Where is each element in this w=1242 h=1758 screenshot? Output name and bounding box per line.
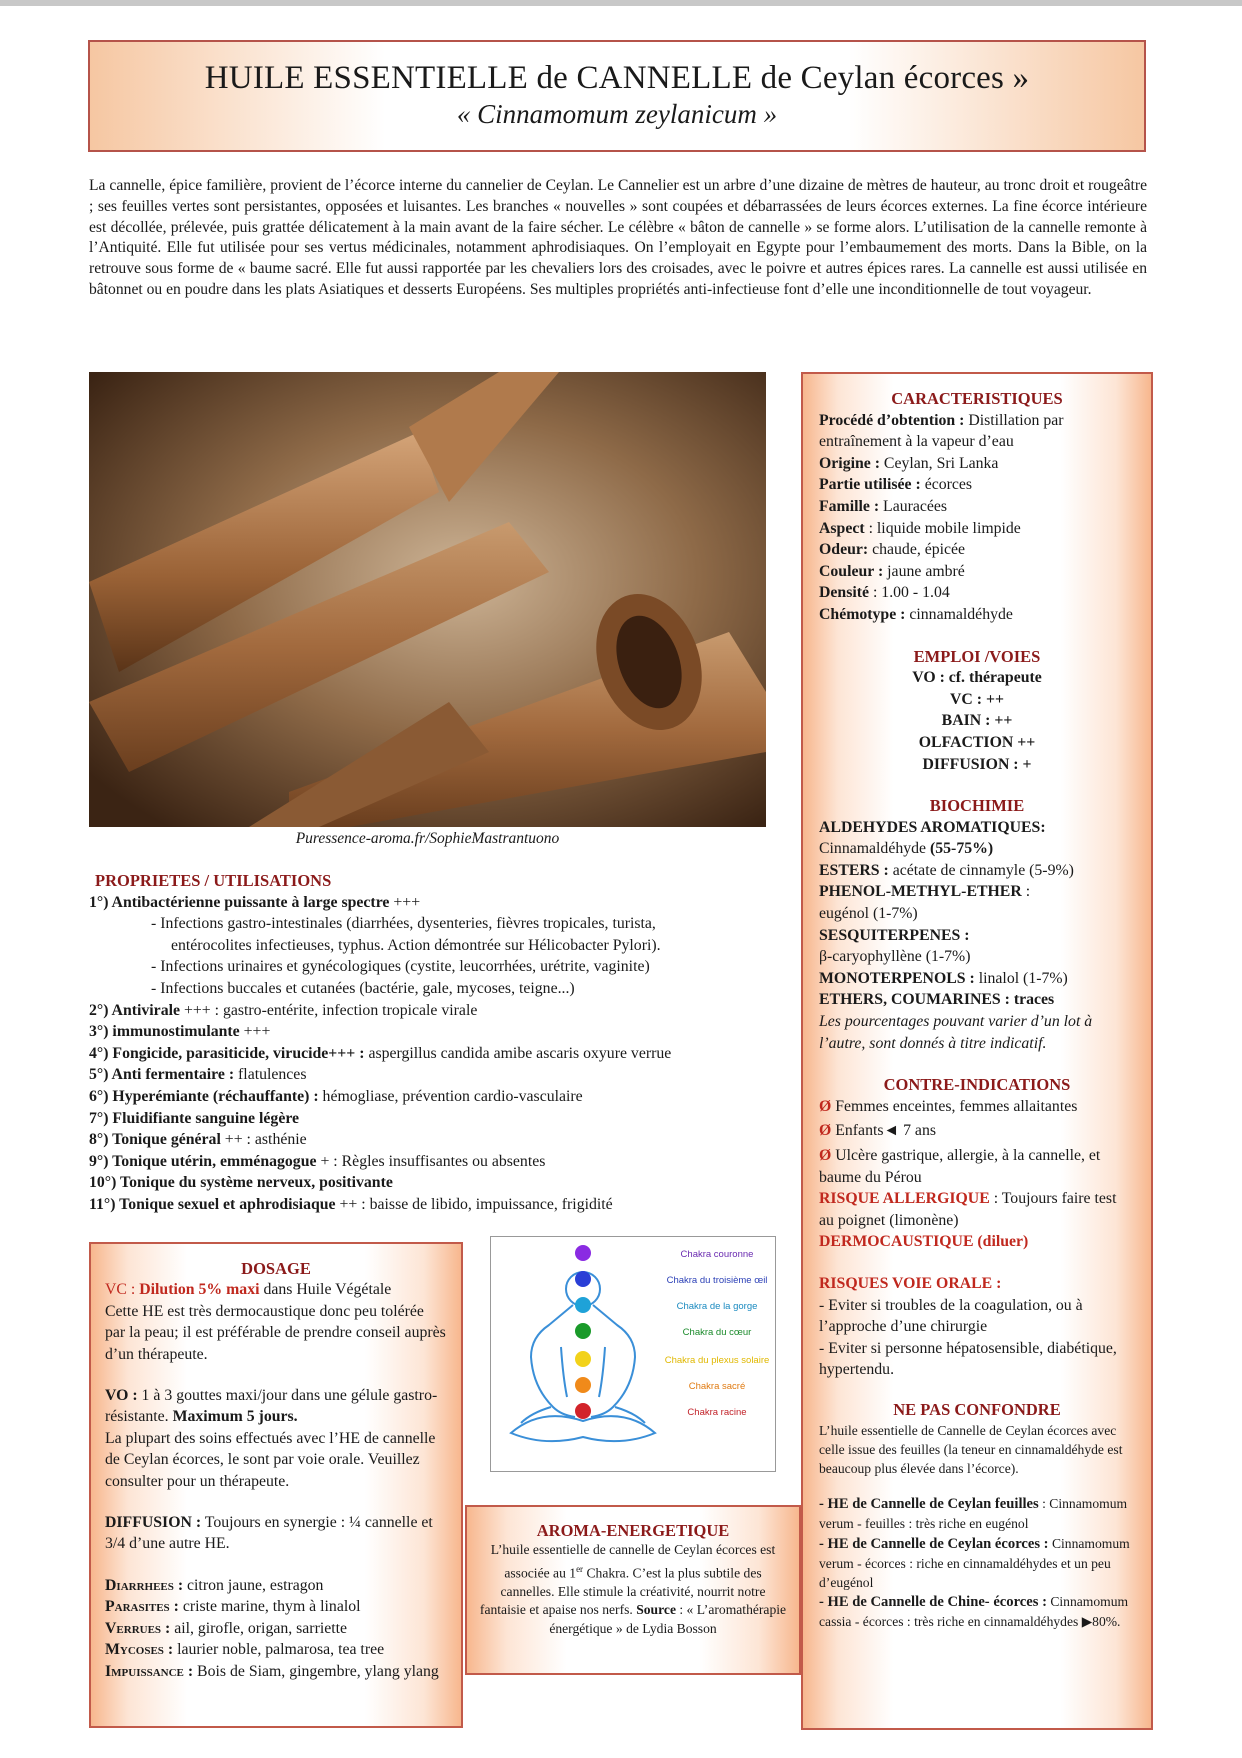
chakra-dot	[575, 1245, 591, 1261]
aroma-heading: AROMA-ENERGETIQUE	[536, 1521, 730, 1540]
confondre-item: - HE de Cannelle de Chine- écorces : Cinnamomum cassia - écorces : très riche en cinnamaldéhydes ▶80%.	[819, 1594, 1129, 1630]
chakra-label: Chakra du troisième œil	[666, 1275, 768, 1286]
dosage-diffusion: DIFFUSION : Toujours en synergie : ¼ cannelle et 3/4 d’une autre HE.	[105, 1514, 433, 1553]
carac-row: Partie utilisée : écorces	[819, 476, 973, 494]
chakra-dot	[575, 1271, 591, 1287]
dermocaustique: DERMOCAUSTIQUE (diluer)	[819, 1233, 1029, 1251]
propriete-8: 8°) Tonique général ++ : asthénie	[89, 1131, 307, 1149]
aroma-energetique-panel	[465, 1505, 801, 1675]
carac-row: Chémotype : cinnamaldéhyde	[819, 605, 1013, 623]
contre-item: Ø Femmes enceintes, femmes allaitantes	[819, 1097, 1078, 1115]
bio-aldehydes-label: ALDEHYDES AROMATIQUES:	[819, 818, 1046, 836]
emploi-line: VC : ++	[950, 690, 1004, 708]
propriete-5: 5°) Anti fermentaire : flatulences	[89, 1066, 307, 1084]
dosage-vo: VO : 1 à 3 gouttes maxi/jour dans une gélule gastro-résistante. Maximum 5 jours.	[105, 1387, 438, 1426]
carac-row: Odeur: chaude, épicée	[819, 541, 966, 559]
orale-heading: RISQUES VOIE ORALE :	[819, 1274, 1002, 1292]
bio-phenol-value: eugénol (1-7%)	[819, 905, 918, 923]
propriete-2: 2°) Antivirale +++ : gastro-entérite, infection tropicale virale	[89, 1001, 478, 1019]
propriete-10: 10°) Tonique du système nerveux, positivante	[89, 1174, 393, 1192]
bio-esters: ESTERS : acétate de cinnamyle (5-9%)	[819, 861, 1074, 879]
latin-name: « Cinnamomum zeylanicum »	[456, 99, 778, 129]
propriete-4: 4°) Fongicide, parasiticide, virucide+++ : aspergillus candida amibe ascaris oxyure verrue	[89, 1044, 672, 1062]
chakra-label: Chakra de la gorge	[676, 1301, 758, 1312]
page-title: HUILE ESSENTIELLE de CANNELLE de Ceylan écorces »	[204, 60, 1030, 96]
chakra-dot	[575, 1323, 591, 1339]
bio-note: Les pourcentages pouvant varier d’un lot à l’autre, sont donnés à titre indicatif.	[819, 1013, 1093, 1052]
chakra-label: Chakra couronne	[680, 1249, 754, 1260]
propriete-1-sub-3: - Infections urinaires et gynécologiques (cystite, leucorrhées, urétrite, vaginite)	[151, 958, 650, 976]
photo-caption: Puressence-aroma.fr/SophieMastrantuono	[295, 830, 560, 847]
propriete-7: 7°) Fluidifiante sanguine légère	[89, 1109, 300, 1127]
propriete-6: 6°) Hyperémiante (réchauffante) : hémogliase, prévention cardio-vasculaire	[89, 1087, 583, 1105]
synergy-item: Diarrhees : citron jaune, estragon	[105, 1576, 324, 1594]
chakra-labels	[665, 1249, 770, 1418]
dosage-heading: DOSAGE	[241, 1259, 311, 1278]
dosage-vc-text: Cette HE est très dermocaustique donc peu tolérée par la peau; il est préférable de prendre conseil auprès d’un thérapeute.	[105, 1302, 446, 1363]
title-box	[88, 40, 1146, 152]
cinnamon-photo	[89, 372, 766, 827]
emploi-line: BAIN : ++	[941, 712, 1013, 730]
propriete-1-sub-4: - Infections buccales et cutanées (bactérie, gale, mycoses, teigne...)	[151, 979, 575, 997]
confondre-heading: NE PAS CONFONDRE	[893, 1399, 1061, 1419]
carac-row: Couleur : jaune ambré	[819, 562, 965, 580]
confondre-intro: L’huile essentielle de Cannelle de Ceylan écorces avec celle issue des feuilles (la teneur en cinnamaldéhyde est beaucoup plus élevée dans l’écorce).	[819, 1422, 1123, 1476]
proprietes-heading: PROPRIETES / UTILISATIONS	[95, 871, 332, 890]
contre-item: Ø Ulcère gastrique, allergie, à la cannelle, et baume du Pérou	[819, 1147, 1101, 1186]
chakra-label: Chakra du cœur	[682, 1327, 752, 1338]
dosage-vo-text: La plupart des soins effectués avec l’HE de cannelle de Ceylan écorces, le sont par voie orale. Veuillez consulter pour un thérapeute.	[105, 1429, 436, 1490]
bio-mono: MONOTERPENOLS : linalol (1-7%)	[819, 969, 1068, 987]
emploi-line: VO : cf. thérapeute	[912, 669, 1042, 687]
chakra-dot	[575, 1377, 591, 1393]
propriete-9: 9°) Tonique utérin, emménagogue + : Règles insuffisantes ou absentes	[89, 1152, 546, 1170]
confondre-item: - HE de Cannelle de Ceylan feuilles : Cinnamomum verum - feuilles : très riche en eugénol	[819, 1496, 1128, 1532]
dosage-panel	[89, 1242, 463, 1728]
synergy-item: Parasites : criste marine, thym à linalol	[105, 1598, 361, 1616]
chakra-dot	[575, 1351, 591, 1367]
propriete-3: 3°) immunostimulante +++	[89, 1023, 271, 1041]
chakra-diagram	[490, 1236, 776, 1472]
emploi-heading: EMPLOI /VOIES	[913, 646, 1041, 666]
carac-row: Procédé d’obtention : Distillation par entraînement à la vapeur d’eau	[819, 411, 1064, 451]
emploi-line: DIFFUSION : +	[922, 755, 1032, 773]
chakra-label: Chakra sacré	[688, 1381, 746, 1392]
contre-item: Ø Enfants◄ 7 ans	[819, 1122, 936, 1140]
propriete-1-sub-2: entérocolites infectieuses, typhus. Action démontrée sur Hélicobacter Pylori).	[171, 936, 661, 954]
confondre-item: - HE de Cannelle de Ceylan écorces : Cinnamomum verum - écorces : riche en cinnamaldéhydes et un peu d’eugénol	[819, 1535, 1130, 1590]
chakra-dot	[575, 1403, 591, 1419]
bio-ethers: ETHERS, COUMARINES : traces	[819, 991, 1055, 1009]
bio-sesqui: SESQUITERPENES :	[819, 926, 970, 944]
proprietes-section	[89, 870, 789, 1216]
intro-paragraph: La cannelle, épice familière, provient de l’écorce interne du cannelier de Ceylan. Le Cannelier est un arbre d’une dizaine de mètres de hauteur, au tronc droit et rougeâtre ; ses feuilles vertes sont persistantes, opposées et luisantes. Les branches « nouvelles » sont coupées et débarrassées de leurs écorces externes. La fine écorce intérieure est décollée, prélevée, puis grattée délicatement à la main avant de la faire sécher. Le célèbre « bâton de cannelle » se forme alors. L’utilisation de la cannelle remonte à l’Antiquité. Elle fut utilisée pour ses vertus médicinales, notamment aphrodisiaques. On l’employait en Egypte pour l’embaumement des morts. Dans la Bible, on la retrouve sous forme de « baume sacré. Elle fut aussi rapportée par les chevaliers lors des croisades, avec le poivre et autres épices rares. La cannelle est aussi utilisée en bâtonnet ou en poudre dans les plats Asiatiques et desserts Européens. Ses multiples propriétés anti-infectieuse font d’elle une inconditionnelle de tout voyageur.	[89, 177, 1147, 298]
propriete-11: 11°) Tonique sexuel et aphrodisiaque ++ : baisse de libido, impuissance, frigidité	[89, 1195, 613, 1213]
synergy-item: Impuissance : Bois de Siam, gingembre, ylang ylang	[105, 1662, 439, 1680]
synergy-item: Verrues : ail, girofle, origan, sarriette	[105, 1619, 348, 1637]
chakra-figure	[491, 1237, 775, 1471]
propriete-1: 1°) Antibactérienne puissante à large spectre +++	[89, 893, 421, 911]
top-border	[0, 0, 1242, 6]
chakra-label: Chakra racine	[687, 1407, 747, 1418]
risque-allergique: RISQUE ALLERGIQUE : Toujours faire test au poignet (limonène)	[819, 1190, 1117, 1229]
caracteristiques-panel	[801, 372, 1153, 1730]
dosage-vc: VC : Dilution 5% maxi dans Huile Végétale	[105, 1281, 392, 1299]
carac-row: Densité : 1.00 - 1.04	[819, 584, 950, 602]
emploi-line: OLFACTION ++	[918, 733, 1036, 751]
chakra-dot	[575, 1297, 591, 1313]
orale-item: - Eviter si personne hépatosensible, diabétique, hypertendu.	[819, 1339, 1117, 1379]
bio-phenol: PHENOL-METHYL-ETHER :	[819, 883, 1031, 901]
synergy-item: Mycoses : laurier noble, palmarosa, tea tree	[105, 1641, 385, 1659]
contre-heading: CONTRE-INDICATIONS	[883, 1075, 1071, 1095]
carac-row: Famille : Lauracées	[819, 497, 948, 515]
chakra-label: Chakra du plexus solaire	[664, 1355, 770, 1366]
biochimie-heading: BIOCHIMIE	[929, 796, 1025, 816]
bio-sesqui-value: β-caryophyllène (1-7%)	[819, 948, 971, 966]
propriete-1-sub-1: - Infections gastro-intestinales (diarrhées, dysenteries, fièvres tropicales, turista,	[151, 915, 656, 933]
caracteristiques-heading: CARACTERISTIQUES	[891, 389, 1063, 408]
aroma-text: L’huile essentielle de cannelle de Ceylan écorces est associée au 1er Chakra. C’est la plus subtile des cannelles. Elle stimule la créativité, nourrit notre fantaisie et apaise nos nerfs. Source : « L’aromathérapie énergétique » de Lydia Bosson	[479, 1542, 787, 1636]
carac-row: Aspect : liquide mobile limpide	[819, 519, 1021, 537]
orale-item: - Eviter si troubles de la coagulation, ou à l’approche d’une chirurgie	[819, 1296, 1083, 1336]
carac-row: Origine : Ceylan, Sri Lanka	[819, 454, 999, 472]
chakra-dots	[575, 1245, 591, 1419]
bio-aldehydes-value: Cinnamaldéhyde (55-75%)	[819, 840, 994, 858]
